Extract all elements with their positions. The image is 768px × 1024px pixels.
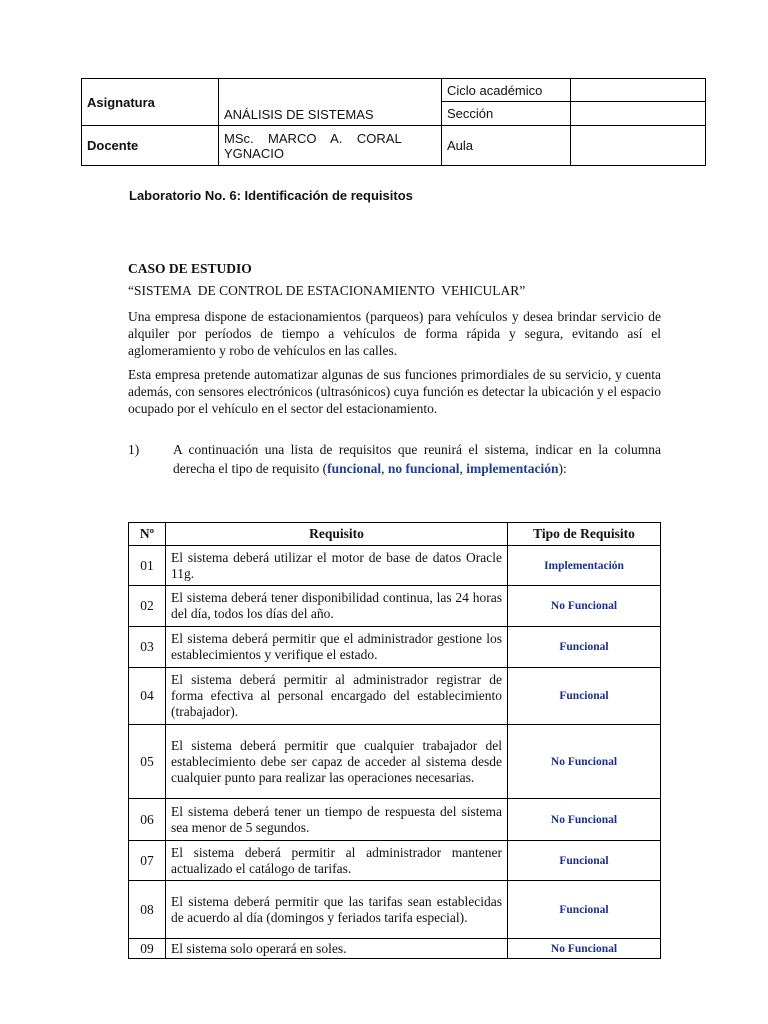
- row-number: 07: [129, 841, 166, 881]
- table-row: [129, 841, 661, 881]
- row-type: Funcional: [508, 627, 661, 668]
- row-type: No Funcional: [508, 799, 661, 841]
- header-no: Nº: [129, 523, 166, 546]
- requirements-table: [128, 522, 661, 959]
- item-number: 1): [128, 442, 140, 457]
- row-number: 03: [129, 627, 166, 668]
- row-requirement: El sistema deberá tener disponibilidad continua, las 24 horas del día, todos los días del año.: [166, 586, 508, 627]
- seccion-value: [571, 102, 706, 126]
- table-row: [129, 586, 661, 627]
- table-row: [129, 546, 661, 586]
- row-type: Funcional: [508, 668, 661, 725]
- case-paragraph-2: Esta empresa pretende automatizar algunas de sus funciones primordiales de su servicio, y cuenta además, con sensores electrónicos (ultrasónicos) cuya función es detectar la ubicación y el espacio ocupado por el vehículo en el sector del estacionamiento.: [128, 367, 661, 416]
- keyword-no-funcional: no funcional: [387, 461, 460, 476]
- table-row: [129, 627, 661, 668]
- row-number: 05: [129, 725, 166, 799]
- lab-title: Laboratorio No. 6: Identificación de requisitos: [129, 188, 413, 203]
- item-separator: ,: [459, 461, 467, 476]
- row-number: 04: [129, 668, 166, 725]
- seccion-label: Sección: [442, 102, 571, 126]
- row-type: No Funcional: [508, 586, 661, 627]
- row-requirement: El sistema deberá utilizar el motor de base de datos Oracle 11g.: [166, 546, 508, 586]
- docente-label: Docente: [82, 126, 219, 166]
- row-requirement: El sistema deberá permitir al administrador registrar de forma efectiva al personal encargado del establecimiento (trabajador).: [166, 668, 508, 725]
- aula-value: [571, 126, 706, 166]
- course-header-table: [81, 78, 706, 166]
- item-separator: ,: [381, 461, 388, 476]
- row-requirement: El sistema deberá permitir al administrador mantener actualizado el catálogo de tarifas.: [166, 841, 508, 881]
- row-number: 08: [129, 881, 166, 939]
- header-tipo: Tipo de Requisito: [508, 523, 661, 546]
- item-text-after: ):: [558, 461, 567, 476]
- asignatura-label: Asignatura: [82, 79, 219, 126]
- case-title: CASO DE ESTUDIO: [128, 261, 252, 276]
- table-row: [129, 799, 661, 841]
- ciclo-label: Ciclo académico: [442, 79, 571, 102]
- ciclo-value: [571, 79, 706, 102]
- row-number: 02: [129, 586, 166, 627]
- docente-value: [219, 126, 442, 166]
- table-row: [129, 725, 661, 799]
- aula-label: Aula: [442, 126, 571, 166]
- docente-line1: MSc. MARCO A. CORAL: [224, 130, 402, 146]
- row-requirement: El sistema deberá permitir que las tarifas sean establecidas de acuerdo al día (domingos y feriados tarifa especial).: [166, 881, 508, 939]
- row-type: Funcional: [508, 841, 661, 881]
- row-number: 06: [129, 799, 166, 841]
- asignatura-value: ANÁLISIS DE SISTEMAS: [219, 79, 442, 126]
- case-paragraph-1: Una empresa dispone de estacionamientos (parqueos) para vehículos y desea brindar servicio de alquiler por períodos de tiempo a vehículos de forma rápida y segura, evitando así el aglomeramiento y robo de vehículos en las calles.: [128, 309, 661, 358]
- table-row: [129, 881, 661, 939]
- row-requirement: El sistema deberá tener un tiempo de respuesta del sistema sea menor de 5 segundos.: [166, 799, 508, 841]
- row-type: No Funcional: [508, 939, 661, 959]
- row-type: Funcional: [508, 881, 661, 939]
- docente-line2: YGNACIO: [224, 145, 284, 161]
- table-row: [129, 668, 661, 725]
- item-text-before: A continuación una lista de requisitos que reunirá el sistema, indicar en la columna derecha el tipo de requisito (: [173, 442, 661, 476]
- keyword-funcional: funcional: [327, 461, 382, 476]
- row-requirement: El sistema solo operará en soles.: [166, 939, 508, 959]
- header-requisito: Requisito: [166, 523, 508, 546]
- table-header-row: [129, 523, 661, 546]
- row-type: No Funcional: [508, 725, 661, 799]
- row-requirement: El sistema deberá permitir que cualquier trabajador del establecimiento debe ser capaz de acceder al sistema desde cualquier punto para realizar las operaciones necesarias.: [166, 725, 508, 799]
- row-number: 09: [129, 939, 166, 959]
- keyword-implementacion: implementación: [466, 461, 559, 476]
- row-number: 01: [129, 546, 166, 586]
- table-row: [129, 939, 661, 959]
- row-type: Implementación: [508, 546, 661, 586]
- item-text: [173, 440, 661, 478]
- case-subtitle: “SISTEMA DE CONTROL DE ESTACIONAMIENTO VEHICULAR”: [128, 283, 526, 298]
- row-requirement: El sistema deberá permitir que el administrador gestione los establecimientos y verifique el estado.: [166, 627, 508, 668]
